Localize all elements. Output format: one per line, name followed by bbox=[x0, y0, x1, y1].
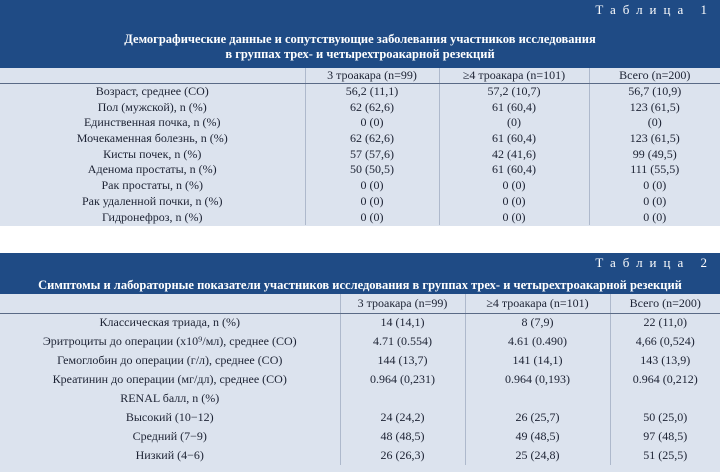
row-label: Эритроциты до операции (х10⁹/мл), среднее (СО) bbox=[42, 334, 297, 348]
cell-value: 22 (11,0) bbox=[610, 313, 720, 332]
table-row bbox=[0, 370, 720, 389]
table-row bbox=[0, 351, 720, 370]
cell-value bbox=[610, 389, 720, 408]
row-label: Возраст, среднее (СО) bbox=[95, 84, 209, 99]
cell-value: 111 (55,5) bbox=[589, 162, 720, 178]
table-row bbox=[0, 389, 720, 408]
row-label: Гидронефроз, n (%) bbox=[102, 209, 203, 224]
cell-value: 51 (25,5) bbox=[610, 446, 720, 465]
table-row bbox=[0, 84, 720, 100]
cell-value: 62 (62,6) bbox=[305, 99, 439, 115]
table-row bbox=[0, 332, 720, 351]
cell-value: 99 (49,5) bbox=[589, 146, 720, 162]
cell-value: 48 (48,5) bbox=[340, 427, 465, 446]
table-row bbox=[0, 162, 720, 178]
cell-value: 97 (48,5) bbox=[610, 427, 720, 446]
row-label: Пол (мужской), n (%) bbox=[97, 99, 207, 114]
table-row bbox=[0, 99, 720, 115]
cell-value: 56,2 (11,1) bbox=[305, 84, 439, 100]
table-row bbox=[0, 209, 720, 225]
cell-value: 0 (0) bbox=[589, 178, 720, 194]
cell-value: 61 (60,4) bbox=[439, 131, 589, 147]
table-row bbox=[0, 131, 720, 147]
table-1-title-line1: Демографические данные и сопутствующие заболевания участников исследования bbox=[124, 32, 596, 46]
cell-value: 50 (25,0) bbox=[610, 408, 720, 427]
table-2-header bbox=[0, 253, 720, 294]
row-label: RENAL балл, n (%) bbox=[120, 391, 220, 405]
cell-value: 141 (14,1) bbox=[465, 351, 610, 370]
cell-value: 49 (48,5) bbox=[465, 427, 610, 446]
cell-value: 26 (26,3) bbox=[340, 446, 465, 465]
row-label: Единственная почка, n (%) bbox=[83, 115, 221, 130]
cell-value: 0 (0) bbox=[305, 178, 439, 194]
table-1-number: Таблица 1 bbox=[595, 2, 714, 17]
cell-value: 25 (24,8) bbox=[465, 446, 610, 465]
column-header-empty bbox=[0, 68, 305, 84]
table-row bbox=[0, 427, 720, 446]
column-header: Всего (n=200) bbox=[610, 294, 720, 313]
row-label: Аденома простаты, n (%) bbox=[87, 162, 217, 177]
cell-value: 4,66 (0,524) bbox=[610, 332, 720, 351]
table-row bbox=[0, 313, 720, 332]
row-label: Рак удаленной почки, n (%) bbox=[81, 193, 223, 208]
table-2-column-headers bbox=[0, 294, 720, 313]
column-header: 3 троакара (n=99) bbox=[340, 294, 465, 313]
cell-value: 0 (0) bbox=[305, 209, 439, 225]
table-row bbox=[0, 446, 720, 465]
row-label: Низкий (4−6) bbox=[135, 448, 204, 462]
cell-value: 0 (0) bbox=[589, 209, 720, 225]
row-label: Классическая триада, n (%) bbox=[99, 315, 240, 330]
row-label: Средний (7−9) bbox=[132, 429, 207, 443]
cell-value: 0 (0) bbox=[439, 194, 589, 210]
cell-value: 0.964 (0,231) bbox=[340, 370, 465, 389]
table-1-body bbox=[0, 84, 720, 225]
row-label: Высокий (10−12) bbox=[125, 410, 214, 424]
table-1-title-line2: в группах трех- и четырехтроакарной резекций bbox=[225, 47, 495, 61]
cell-value: 8 (7,9) bbox=[465, 313, 610, 332]
table-2 bbox=[0, 253, 720, 472]
table-row bbox=[0, 408, 720, 427]
column-header: ≥4 троакара (n=101) bbox=[439, 68, 589, 84]
cell-value: 4.71 (0.554) bbox=[340, 332, 465, 351]
table-1-header bbox=[0, 0, 720, 68]
cell-value: 0.964 (0,212) bbox=[610, 370, 720, 389]
table-2-grid bbox=[0, 294, 720, 465]
cell-value: 26 (25,7) bbox=[465, 408, 610, 427]
row-label: Креатинин до операции (мг/дл), среднее (СО) bbox=[52, 372, 287, 386]
cell-value: (0) bbox=[589, 115, 720, 131]
table-1 bbox=[0, 0, 720, 226]
cell-value: 0 (0) bbox=[439, 178, 589, 194]
row-label: Кисты почек, n (%) bbox=[103, 146, 202, 161]
column-header: ≥4 троакара (n=101) bbox=[465, 294, 610, 313]
cell-value: 143 (13,9) bbox=[610, 351, 720, 370]
cell-value: 61 (60,4) bbox=[439, 162, 589, 178]
table-row bbox=[0, 194, 720, 210]
cell-value: 24 (24,2) bbox=[340, 408, 465, 427]
cell-value: 0.964 (0,193) bbox=[465, 370, 610, 389]
cell-value: 0 (0) bbox=[439, 209, 589, 225]
row-label: Гемоглобин до операции (г/л), среднее (СО) bbox=[57, 353, 283, 367]
table-2-number: Таблица 2 bbox=[595, 255, 714, 270]
table-row bbox=[0, 115, 720, 131]
cell-value: 56,7 (10,9) bbox=[589, 84, 720, 100]
cell-value: (0) bbox=[439, 115, 589, 131]
cell-value: 0 (0) bbox=[305, 194, 439, 210]
cell-value: 57,2 (10,7) bbox=[439, 84, 589, 100]
table-row bbox=[0, 178, 720, 194]
cell-value bbox=[465, 389, 610, 408]
cell-value: 57 (57,6) bbox=[305, 146, 439, 162]
cell-value: 0 (0) bbox=[589, 194, 720, 210]
table-2-title: Симптомы и лабораторные показатели участников исследования в группах трех- и четырехтроакарной резекций bbox=[38, 278, 682, 292]
cell-value: 61 (60,4) bbox=[439, 99, 589, 115]
cell-value: 123 (61,5) bbox=[589, 131, 720, 147]
cell-value: 14 (14,1) bbox=[340, 313, 465, 332]
column-header: 3 троакара (n=99) bbox=[305, 68, 439, 84]
table-1-grid bbox=[0, 68, 720, 225]
cell-value: 62 (62,6) bbox=[305, 131, 439, 147]
table-1-title bbox=[0, 32, 720, 62]
cell-value: 50 (50,5) bbox=[305, 162, 439, 178]
table-2-body bbox=[0, 313, 720, 465]
cell-value: 0 (0) bbox=[305, 115, 439, 131]
cell-value: 4.61 (0.490) bbox=[465, 332, 610, 351]
column-header-empty bbox=[0, 294, 340, 313]
column-header: Всего (n=200) bbox=[589, 68, 720, 84]
row-label: Мочекаменная болезнь, n (%) bbox=[76, 131, 228, 146]
cell-value: 144 (13,7) bbox=[340, 351, 465, 370]
row-label: Рак простаты, n (%) bbox=[101, 178, 204, 193]
cell-value: 123 (61,5) bbox=[589, 99, 720, 115]
table-row bbox=[0, 146, 720, 162]
table-1-column-headers bbox=[0, 68, 720, 84]
cell-value bbox=[340, 389, 465, 408]
cell-value: 42 (41,6) bbox=[439, 146, 589, 162]
